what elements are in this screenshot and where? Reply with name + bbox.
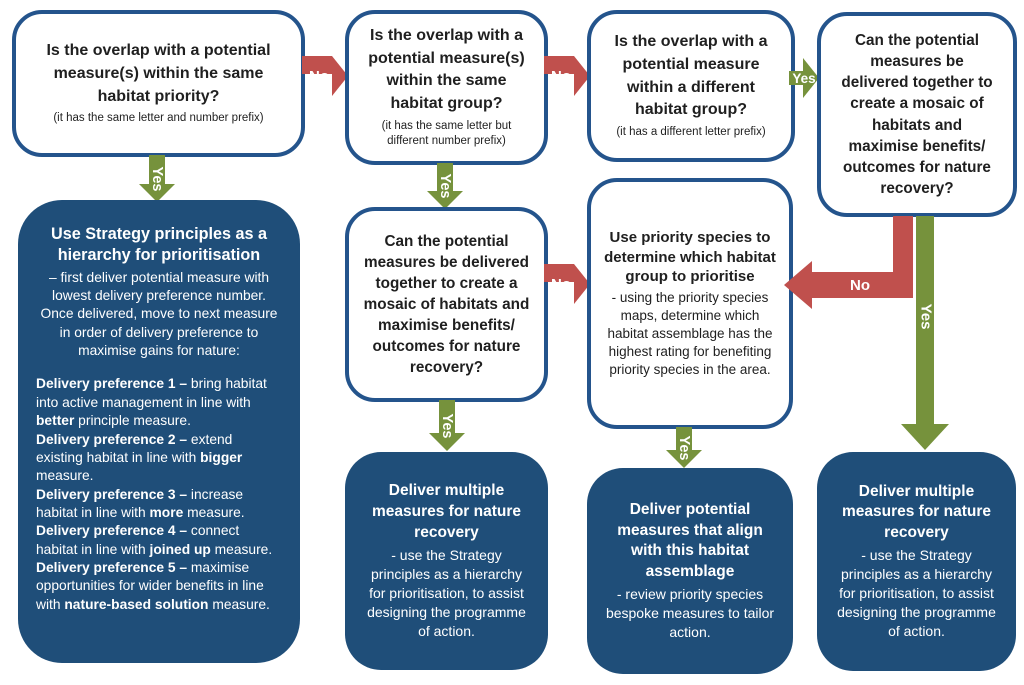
arrow-yes-priority-to-strategy — [139, 155, 175, 202]
action-box-strategy-principles — [18, 200, 300, 663]
decision-box-priority-species — [587, 178, 793, 429]
action-title: Deliver multiple measures for nature recovery — [371, 482, 522, 541]
pref-text-end: measure. — [183, 504, 245, 520]
action-box-deliver-aligned — [587, 468, 793, 674]
action-title: Use Strategy principles as a hierarchy for prioritisation — [51, 225, 267, 265]
decision-title: Can the potential measures be delivered together to create a mosaic of habitats and maximise benefits/ outcomes for nature recovery? — [363, 232, 530, 377]
decision-box-mosaic-top — [817, 12, 1017, 217]
pref-label: Delivery preference 4 – — [36, 523, 188, 539]
delivery-preference-item — [36, 375, 282, 430]
delivery-preference-item — [36, 559, 282, 614]
pref-text-end: measure. — [208, 596, 270, 612]
action-box-deliver-multiple-left — [345, 452, 548, 670]
decision-subtitle: (it has the same letter but different number prefix) — [381, 119, 512, 148]
decision-box-mosaic-mid — [345, 207, 548, 402]
arrow-yes-mosaic-to-deliver — [429, 400, 465, 451]
pref-keyword: more — [149, 504, 184, 520]
pref-text-end: measure. — [210, 541, 273, 557]
arrow-yes-species-to-aligned — [666, 427, 702, 468]
delivery-preference-item — [36, 486, 282, 523]
strategy-intro: – first deliver potential measure with lowest delivery preference number. Once delivered, move to next measure in order of delivery preference to maximise gains for nature: — [40, 269, 278, 359]
decision-box-different-habitat-group — [587, 10, 795, 162]
pref-text: connect habitat in line with — [36, 523, 240, 557]
action-body: - use the Strategy principles as a hierarchy for prioritisation, to assist designing the programme of action. — [837, 547, 996, 640]
delivery-preference-item — [36, 431, 282, 486]
arrow-label-yes: Yes — [149, 166, 165, 191]
arrow-label-no: No — [551, 67, 571, 85]
arrow-label-yes: Yes — [439, 413, 455, 438]
pref-keyword: joined up — [149, 541, 211, 557]
arrow-label-no: No — [551, 275, 571, 293]
arrow-no-mosaic-to-species — [544, 264, 590, 304]
action-title: Deliver multiple measures for nature recovery — [841, 482, 992, 542]
decision-body: - using the priority species maps, determine which habitat assemblage has the highest rating for benefiting priority species in the area. — [607, 289, 773, 377]
pref-text: bring habitat into active management in line with — [36, 376, 267, 410]
arrow-no-priority-to-group — [302, 56, 348, 96]
decision-subtitle: (it has the same letter and number prefix) — [53, 112, 264, 125]
arrow-label-yes: Yes — [917, 303, 935, 330]
decision-title: Is the overlap with a potential measure(s) within the same habitat group? — [368, 27, 525, 113]
arrow-no-group-to-different — [544, 56, 590, 96]
decision-title: Can the potential measures be delivered together to create a mosaic of habitats and maximise benefits/ outcomes for nature recovery? — [841, 32, 993, 197]
decision-title: Is the overlap with a potential measure within a different habitat group? — [614, 33, 768, 119]
arrow-yes-group-to-mosaic — [427, 163, 463, 209]
action-body: - use the Strategy principles as a hierarchy for prioritisation, to assist designing the programme of action. — [367, 546, 526, 639]
delivery-preference-item — [36, 522, 282, 559]
arrow-no-elbow-head — [784, 261, 812, 309]
action-box-deliver-multiple-right — [817, 452, 1016, 671]
decision-box-same-habitat-priority — [12, 10, 305, 157]
pref-label: Delivery preference 1 – — [36, 376, 188, 392]
pref-keyword: nature-based solution — [64, 596, 209, 612]
pref-text-end: principle measure. — [74, 413, 191, 429]
pref-label: Delivery preference 5 – — [36, 559, 188, 575]
arrow-yes-long-head — [901, 424, 949, 450]
delivery-preference-list — [36, 375, 282, 613]
decision-subtitle: (it has a different letter prefix) — [616, 126, 766, 139]
arrow-label-yes: Yes — [792, 70, 816, 86]
arrow-label-no: No — [850, 276, 870, 294]
pref-text: maximise opportunities for wider benefits in line with — [36, 559, 264, 612]
arrow-label-no: No — [309, 67, 329, 85]
action-title: Deliver potential measures that align with this habitat assemblage — [617, 500, 763, 581]
action-body: - review priority species bespoke measures to tailor action. — [605, 586, 775, 641]
pref-label: Delivery preference 2 – — [36, 431, 188, 447]
decision-box-same-habitat-group — [345, 10, 548, 165]
pref-text: increase habitat in line with — [36, 486, 244, 520]
decision-title: Use priority species to determine which habitat group to prioritise — [604, 229, 776, 286]
pref-label: Delivery preference 3 – — [36, 486, 188, 502]
arrow-label-yes: Yes — [676, 435, 692, 460]
arrow-label-yes: Yes — [437, 173, 453, 199]
pref-text-end: measure. — [36, 468, 94, 484]
decision-title: Is the overlap with a potential measure(s) within the same habitat priority? — [46, 42, 271, 105]
pref-keyword: bigger — [200, 449, 243, 465]
pref-keyword: better — [36, 413, 75, 429]
pref-text: extend existing habitat in line with — [36, 431, 233, 465]
arrow-yes-different-to-mosaic — [789, 58, 819, 98]
